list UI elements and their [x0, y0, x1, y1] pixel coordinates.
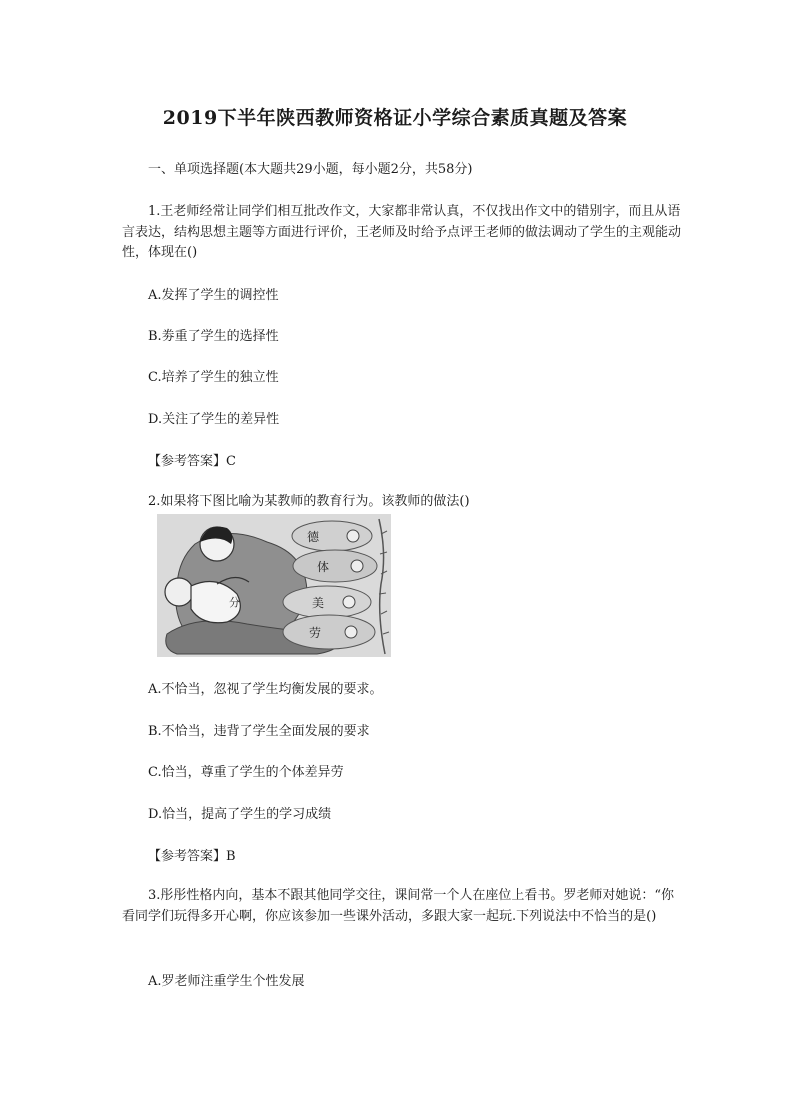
question-1-option-c: C.培养了学生的独立性 [148, 370, 279, 385]
question-1-answer: 【参考答案】C [148, 454, 236, 469]
question-1-option-d: D.关注了学生的差异性 [148, 412, 280, 427]
label-lao: 劳 [309, 626, 322, 640]
question-2-option-a: A.不恰当，忽视了学生均衡发展的要求。 [148, 682, 383, 697]
label-ti: 体 [317, 560, 330, 574]
label-mei: 美 [312, 596, 325, 610]
section-heading: 一、单项选择题(本大题共29小题，每小题2分，共58分) [148, 162, 473, 177]
question-2-option-c: C.恰当，尊重了学生的个体差异劳 [148, 765, 344, 780]
question-2-answer: 【参考答案】B [148, 849, 236, 864]
question-1-option-b: B.劵重了学生的选择性 [148, 329, 279, 344]
document-title: 2019下半年陕西教师资格证小学综合素质真题及答案 [162, 107, 628, 129]
question-3-stem: 3.彤彤性格内向，基本不跟其他同学交往，课间常一个人在座位上看书。罗老师对她说：“你看同学们玩得多开心啊，你应该参加一些课外活动，多跟大家一起玩.下列说法中不恰当的是() [122, 888, 675, 924]
label-fen: 分 [229, 596, 240, 609]
illustration-image [157, 514, 391, 657]
question-1-stem: 1.王老师经常让同学们相互批改作文，大家都非常认真，不仅找出作文中的错别字，而且从语言表达，结构思想主题等方面进行评价，王老师及时给予点评王老师的做法调动了学生的主观能动性，体现在() [122, 204, 682, 260]
question-2-option-b: B.不恰当，违背了学生全面发展的要求 [148, 724, 370, 739]
question-2-option-d: D.恰当，提高了学生的学习成绩 [148, 807, 332, 822]
question-2-stem: 2.如果将下图比喻为某教师的教育行为。该教师的做法() [148, 494, 470, 509]
label-de: 德 [307, 530, 320, 544]
question-2-illustration [157, 514, 391, 657]
question-1-option-a: A.发挥了学生的调控性 [148, 288, 279, 303]
question-3-option-a: A.罗老师注重学生个性发展 [148, 974, 305, 989]
